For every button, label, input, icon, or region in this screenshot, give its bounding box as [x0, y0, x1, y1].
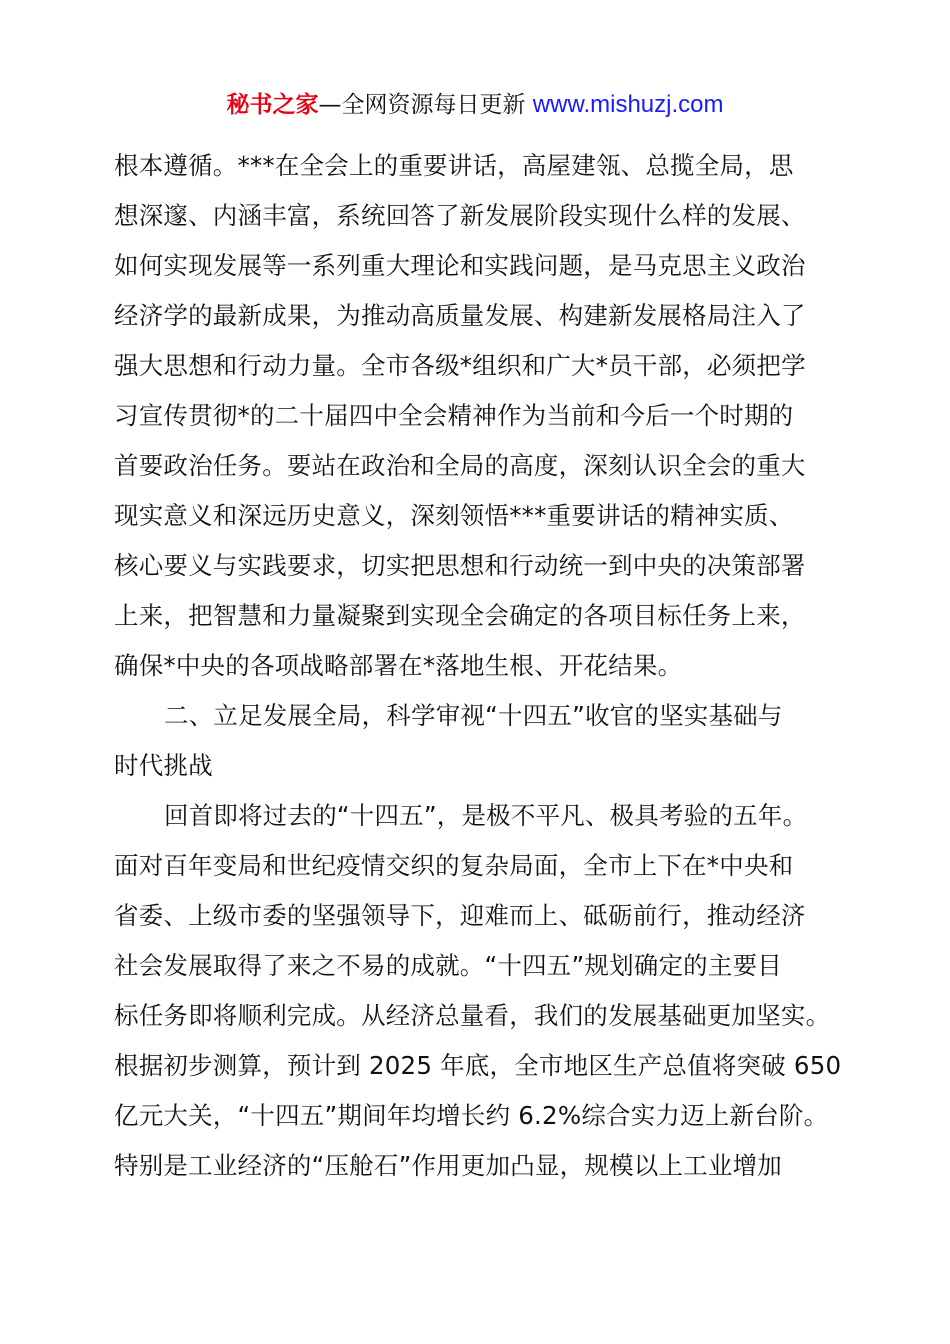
text-line: 核心要义与实践要求，切实把思想和行动统一到中央的决策部署 — [114, 551, 806, 580]
text-line: 面对百年变局和世纪疫情交织的复杂局面，全市上下在*中央和 — [114, 851, 794, 880]
text-line: 特别是工业经济的“压舱石”作用更加凸显，规模以上工业增加 — [114, 1151, 782, 1180]
text-line: 省委、上级市委的坚强领导下，迎难而上、砥砺前行，推动经济 — [114, 901, 806, 930]
text-line: 社会发展取得了来之不易的成就。“十四五”规划确定的主要目 — [114, 951, 782, 980]
site-link[interactable]: www.mishuzj.com — [532, 91, 724, 118]
text-line: 根据初步测算，预计到 2025 年底，全市地区生产总值将突破 650 — [114, 1051, 842, 1080]
brand-name: 秘书之家 — [226, 92, 319, 118]
text-line: 现实意义和深远历史意义，深刻领悟***重要讲话的精神实质、 — [114, 501, 794, 530]
text-line: 如何实现发展等一系列重大理论和实践问题，是马克思主义政治 — [114, 251, 806, 280]
section-heading-continued: 时代挑战 — [114, 751, 213, 780]
text-line: 首要政治任务。要站在政治和全局的高度，深刻认识全会的重大 — [114, 451, 806, 480]
text-line: 强大思想和行动力量。全市各级*组织和广大*员干部，必须把学 — [114, 351, 806, 380]
text-line: 确保*中央的各项战略部署在*落地生根、开花结果。 — [114, 651, 683, 680]
document-body — [114, 146, 854, 1196]
section-heading: 二、立足发展全局，科学审视“十四五”收官的坚实基础与 — [164, 701, 783, 730]
text-line: 亿元大关，“十四五”期间年均增长约 6.2%综合实力迈上新台阶。 — [114, 1101, 829, 1130]
text-line: 习宣传贯彻*的二十届四中全会精神作为当前和今后一个时期的 — [114, 401, 794, 430]
page-header — [0, 88, 950, 122]
text-line: 经济学的最新成果，为推动高质量发展、构建新发展格局注入了 — [114, 301, 806, 330]
text-line: 根本遵循。***在全会上的重要讲话，高屋建瓴、总揽全局，思 — [114, 151, 794, 180]
text-line: 回首即将过去的“十四五”，是极不平凡、极具考验的五年。 — [164, 801, 808, 830]
text-line: 想深邃、内涵丰富，系统回答了新发展阶段实现什么样的发展、 — [114, 201, 806, 230]
text-line: 上来，把智慧和力量凝聚到实现全会确定的各项目标任务上来， — [114, 601, 806, 630]
header-tagline: —全网资源每日更新 — [318, 92, 526, 118]
text-line: 标任务即将顺利完成。从经济总量看，我们的发展基础更加坚实。 — [114, 1001, 831, 1030]
